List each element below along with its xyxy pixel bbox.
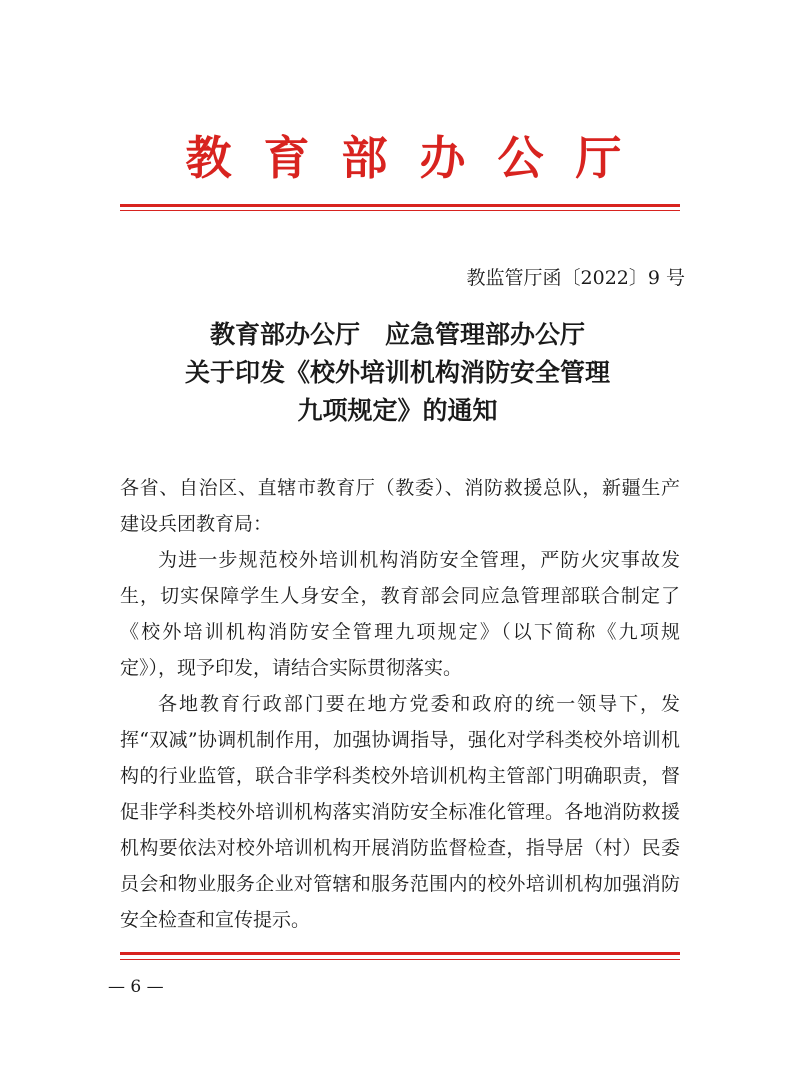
salutation: 各省、自治区、直辖市教育厅（教委）、消防救援总队，新疆生产建设兵团教育局：: [120, 477, 680, 535]
document-title: [0, 316, 795, 430]
letterhead-red-rule-thin: [120, 210, 680, 211]
body-paragraph-2: 各地教育行政部门要在地方党委和政府的统一领导下，发挥“双减”协调机制作用，加强协调指导，强化对学科类校外培训机构的行业监管，联合非学科类校外培训机构主管部门明确职责，督促非学科类校外培训机构落实消防安全标准化管理。各地消防救援机构要依法对校外培训机构开展消防监督检查，指导居（村）民委员会和物业服务企业对管辖和服务范围内的校外培训机构加强消防安全检查和宣传提示。: [120, 693, 680, 931]
title-line-3: 九项规定》的通知: [297, 396, 498, 425]
letterhead-title: 教育部办公厅: [185, 131, 654, 185]
document-number: 教监管厅函〔2022〕9 号: [466, 267, 685, 289]
page-number: — 6 —: [108, 977, 164, 997]
title-line-1: 教育部办公厅 应急管理部办公厅: [209, 320, 585, 349]
body-paragraph-1: 为进一步规范校外培训机构消防安全管理，严防火灾事故发生，切实保障学生人身安全，教育部会同应急管理部联合制定了《校外培训机构消防安全管理九项规定》（以下简称《九项规定》），现予印发，请结合实际贯彻落实。: [120, 549, 680, 679]
footer-red-rule-thick: [120, 952, 680, 955]
footer-red-rule-thin: [120, 959, 680, 960]
document-body: [120, 470, 680, 938]
letterhead-red-rule-thick: [120, 204, 680, 207]
title-line-2: 关于印发《校外培训机构消防安全管理: [184, 358, 610, 387]
